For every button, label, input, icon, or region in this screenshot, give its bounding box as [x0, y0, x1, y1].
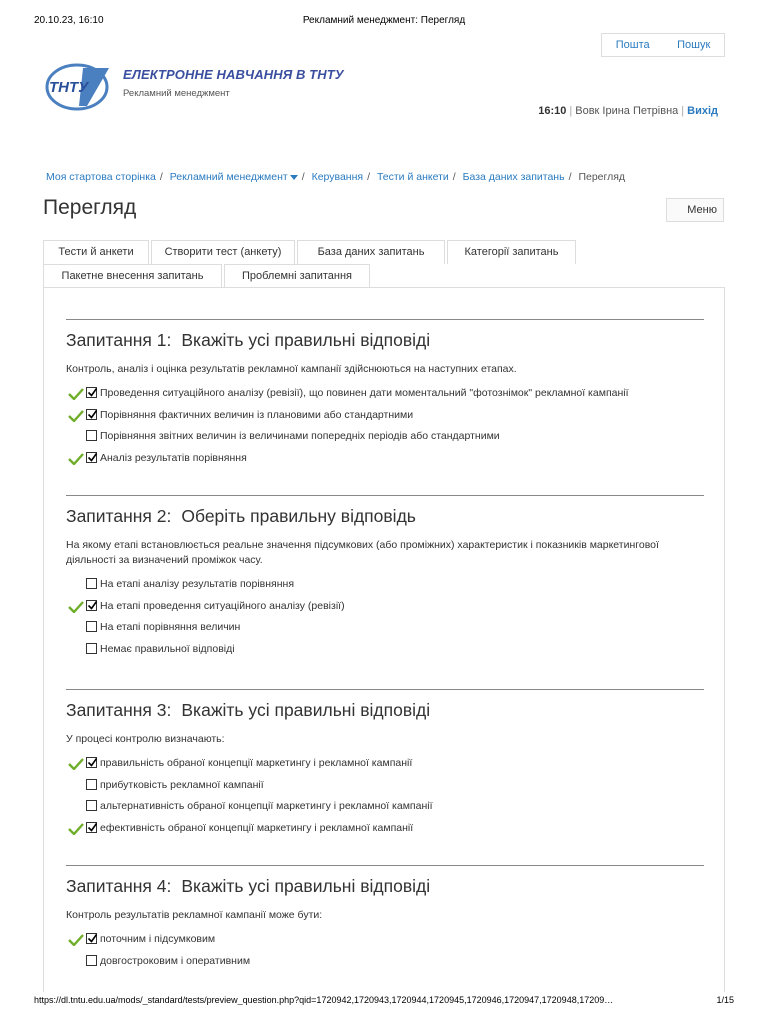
correct-checkmark-icon	[68, 410, 84, 426]
question-text: Контроль результатів рекламної кампанії може бути:	[66, 909, 323, 921]
answer-item	[66, 408, 704, 430]
answer-checkbox[interactable]	[86, 600, 97, 611]
question-heading: Запитання 2: Оберіть правильну відповідь	[66, 506, 416, 526]
user-name: Вовк Ірина Петрівна	[575, 105, 679, 117]
print-header	[0, 15, 768, 29]
breadcrumb: Моя стартова сторінка / Рекламний менеджмент / Керування / Тести й анкети / База даних запитань / Перегляд	[46, 171, 626, 183]
answer-label: Порівняння фактичних величин із плановими або стандартними	[100, 408, 414, 421]
answer-label: Проведення ситуаційного аналізу (ревізії), що повинен дати моментальний "фотознімок" рекламної кампанії	[100, 387, 629, 399]
correct-checkmark-icon	[68, 453, 84, 469]
answer-label: Аналіз результатів порівняння	[100, 451, 247, 464]
print-title: Рекламний менеджмент: Перегляд	[302, 15, 466, 26]
breadcrumb-home[interactable]: Моя стартова сторінка	[46, 171, 156, 183]
answer-checkbox[interactable]	[86, 430, 97, 441]
question-heading: Запитання 1: Вкажіть усі правильні відповіді	[66, 330, 431, 350]
divider	[66, 319, 704, 320]
search-link[interactable]: Пошук	[677, 39, 711, 51]
answer-checkbox[interactable]	[86, 409, 97, 420]
answer-checkbox[interactable]	[86, 955, 97, 966]
answer-item	[66, 932, 704, 954]
menu-button[interactable]: Меню	[666, 198, 724, 222]
answer-list	[66, 756, 704, 842]
mail-link[interactable]: Пошта	[615, 39, 650, 51]
breadcrumb-course[interactable]: Рекламний менеджмент	[169, 171, 288, 183]
answer-checkbox[interactable]	[86, 578, 97, 589]
answer-item	[66, 799, 704, 821]
answer-item	[66, 954, 704, 976]
divider	[66, 495, 704, 496]
answer-item	[66, 821, 704, 843]
answer-label: поточним і підсумковим	[100, 933, 216, 945]
correct-checkmark-icon	[68, 758, 84, 774]
answer-checkbox[interactable]	[86, 779, 97, 790]
question-heading: Запитання 3: Вкажіть усі правильні відповіді	[66, 700, 431, 720]
question-2	[66, 495, 704, 663]
answer-item	[66, 620, 704, 642]
question-1	[66, 319, 704, 472]
question-heading: Запитання 4: Вкажіть усі правильні відповіді	[66, 876, 431, 896]
breadcrumb-tests[interactable]: Тести й анкети	[376, 171, 449, 183]
correct-checkmark-icon	[68, 823, 84, 839]
answer-list	[66, 932, 704, 975]
answer-label: ефективність обраної концепції маркетингу і рекламної кампанії	[100, 821, 414, 834]
answer-label: На етапі проведення ситуаційного аналізу (ревізії)	[100, 599, 345, 612]
answer-item	[66, 386, 704, 408]
question-4	[66, 865, 704, 975]
tab-tests[interactable]: Тести й анкети	[43, 240, 149, 264]
divider	[66, 865, 704, 866]
user-bar: 16:10 | Вовк Ірина Петрівна | Вихід	[538, 105, 718, 117]
answer-item	[66, 577, 704, 599]
answer-label: На етапі порівняння величин	[100, 621, 241, 633]
logout-link[interactable]: Вихід	[687, 105, 718, 117]
answer-label: альтернативність обраної концепції маркетингу і рекламної кампанії	[100, 800, 433, 812]
question-text: Контроль, аналіз і оцінка результатів рекламної кампанії здійснюються на наступних етапах.	[66, 363, 517, 375]
chevron-down-icon[interactable]	[290, 175, 298, 180]
tab-categories[interactable]: Категорії запитань	[447, 240, 576, 264]
top-links	[601, 33, 725, 57]
clock: 16:10	[538, 105, 567, 117]
answer-item	[66, 756, 704, 778]
answer-checkbox[interactable]	[86, 757, 97, 768]
answer-label: правильність обраної концепції маркетингу і рекламної кампанії	[100, 757, 413, 769]
answer-checkbox[interactable]	[86, 452, 97, 463]
answer-checkbox[interactable]	[86, 621, 97, 632]
answer-item	[66, 599, 704, 621]
correct-checkmark-icon	[68, 388, 84, 404]
course-name: Рекламний менеджмент	[123, 88, 230, 99]
answer-list	[66, 577, 704, 663]
answer-list	[66, 386, 704, 472]
tab-problem-questions[interactable]: Проблемні запитання	[224, 264, 370, 288]
print-url: https://dl.tntu.edu.ua/mods/_standard/tests/preview_question.php?qid=1720942,1720943,1720944,1720945,1720946,1720947,1720948,17209…	[34, 995, 614, 1005]
question-3	[66, 689, 704, 842]
logo-text: ТНТУ	[49, 79, 89, 96]
answer-label: Порівняння звітних величин із величинами попередніх періодів або стандартними	[100, 430, 500, 442]
page-title: Перегляд	[43, 196, 137, 219]
breadcrumb-current: Перегляд	[578, 171, 626, 183]
correct-checkmark-icon	[68, 601, 84, 617]
tab-batch-import[interactable]: Пакетне внесення запитань	[43, 264, 222, 288]
answer-checkbox[interactable]	[86, 933, 97, 944]
print-footer	[0, 995, 768, 1009]
answer-item	[66, 429, 704, 451]
divider	[66, 689, 704, 690]
print-date: 20.10.23, 16:10	[34, 15, 104, 26]
answer-label: прибутковість рекламної кампанії	[100, 778, 264, 791]
answer-checkbox[interactable]	[86, 387, 97, 398]
answer-checkbox[interactable]	[86, 800, 97, 811]
breadcrumb-question-db[interactable]: База даних запитань	[462, 171, 565, 183]
answer-label: Немає правильної відповіді	[100, 642, 235, 655]
answer-checkbox[interactable]	[86, 643, 97, 654]
tab-create-test[interactable]: Створити тест (анкету)	[151, 240, 295, 264]
tab-question-db[interactable]: База даних запитань	[297, 240, 445, 264]
question-text: На якому етапі встановлюється реальне значення підсумкових (або проміжних) характеристик і показників маркетингової діяльності за визначений проміжок часу.	[66, 539, 659, 566]
answer-checkbox[interactable]	[86, 822, 97, 833]
answer-item	[66, 778, 704, 800]
print-page-number: 1/15	[716, 995, 734, 1005]
site-name[interactable]: ЕЛЕКТРОННЕ НАВЧАННЯ В ТНТУ	[123, 67, 344, 82]
tntu-logo[interactable]	[43, 60, 113, 112]
question-text: У процесі контролю визначають:	[66, 733, 225, 745]
answer-item	[66, 642, 704, 664]
correct-checkmark-icon	[68, 934, 84, 950]
answer-label: На етапі аналізу результатів порівняння	[100, 578, 295, 590]
answer-label: довгостроковим і оперативним	[100, 954, 251, 967]
answer-item	[66, 451, 704, 473]
breadcrumb-manage[interactable]: Керування	[311, 171, 364, 183]
